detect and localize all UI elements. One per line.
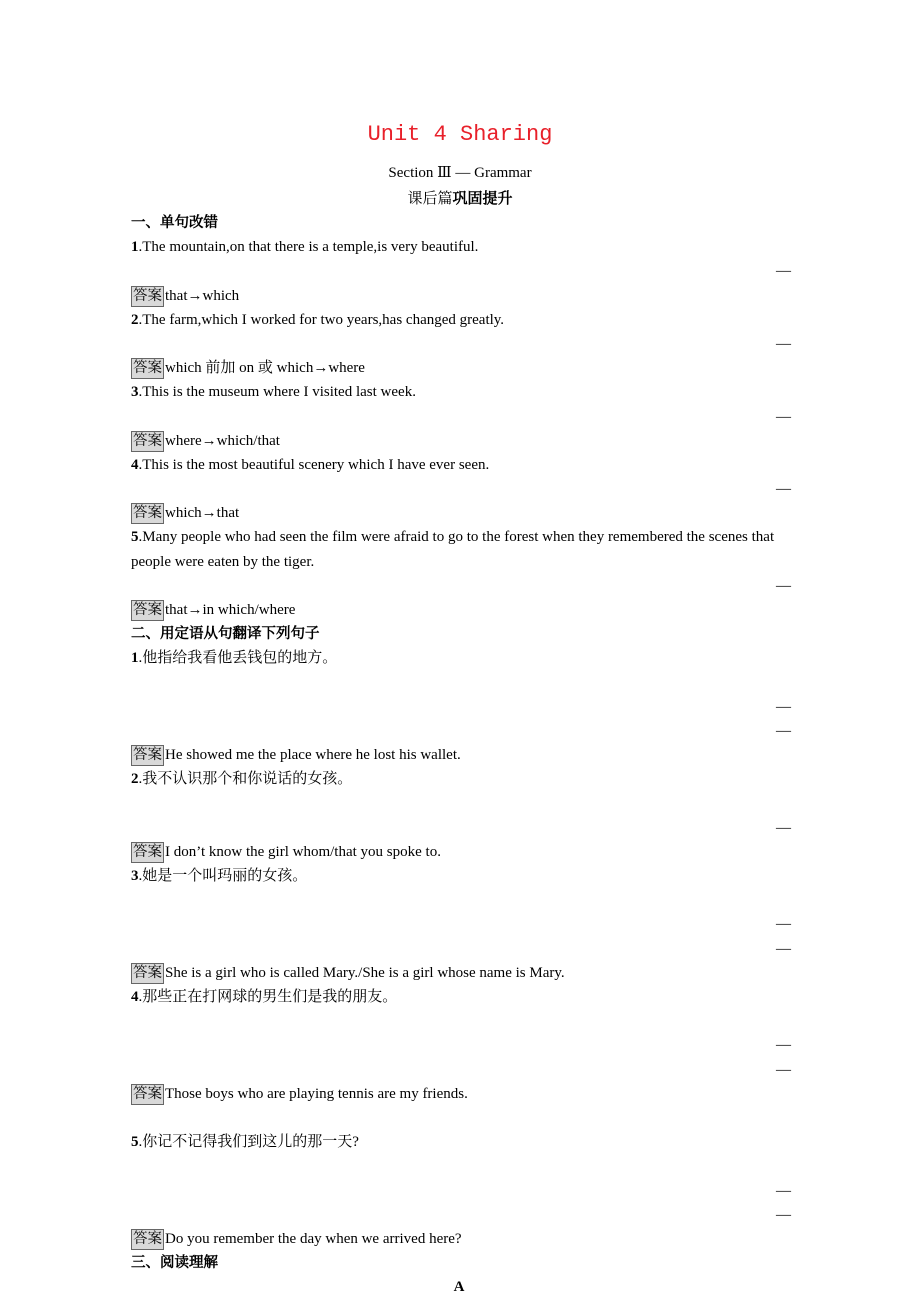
answer-blank: [131, 1009, 787, 1033]
answer-blank: [131, 1203, 791, 1227]
question-number: 1: [131, 650, 139, 667]
answer-text: which→that: [165, 505, 240, 522]
translation-4: [131, 985, 787, 1009]
answer-label[interactable]: 答案: [131, 358, 164, 379]
question-text: .你记不记得我们到这儿的那一天?: [138, 1134, 359, 1151]
answer-blank: [131, 671, 787, 695]
question-4: [131, 453, 787, 477]
answer-blank: [131, 259, 791, 283]
answer-text: that→which: [165, 287, 240, 304]
subtitle-bold: 巩固提升: [452, 189, 513, 207]
question-number: 4: [131, 989, 139, 1006]
question-text: .那些正在打网球的男生们是我的朋友。: [138, 989, 398, 1006]
answer-blank: [131, 1179, 791, 1203]
passage-letter: A: [453, 1279, 465, 1296]
answer-text: Those boys who are playing tennis are my friends.: [165, 1085, 468, 1102]
answer-blank: [131, 1033, 791, 1057]
answer-line: [131, 1227, 787, 1251]
blank-dash: —: [776, 1037, 791, 1054]
section-subtitle: Section Ⅲ — Grammar: [388, 165, 532, 181]
subtitle-prefix: 课后篇: [407, 191, 453, 207]
answer-blank: [131, 574, 791, 598]
answer-text: She is a girl who is called Mary./She is a girl whose name is Mary.: [165, 964, 565, 981]
answer-blank: [131, 1154, 787, 1178]
blank-dash: —: [776, 1182, 791, 1199]
answer-blank: [131, 816, 791, 840]
answer-line: [131, 501, 787, 525]
answer-blank: [131, 937, 791, 961]
question-5: [131, 525, 787, 573]
part3-heading: 三、阅读理解: [131, 1255, 218, 1272]
question-text: .This is the most beautiful scenery which I have ever seen.: [138, 456, 490, 473]
blank-dash: —: [776, 577, 791, 594]
answer-label[interactable]: 答案: [131, 842, 164, 863]
blank-dash: —: [776, 722, 791, 739]
question-text: .The mountain,on that there is a temple,is very beautiful.: [138, 239, 479, 256]
answer-label[interactable]: 答案: [131, 1084, 164, 1105]
answer-blank: [131, 477, 791, 501]
question-number: 2: [131, 311, 139, 328]
question-2: [131, 308, 787, 332]
answer-text: where→which/that: [165, 432, 280, 449]
answer-line: [131, 961, 787, 985]
answer-line: [131, 1082, 787, 1106]
part2-heading: 二、用定语从句翻译下列句子: [131, 626, 320, 643]
answer-text: I don’t know the girl whom/that you spoke to.: [165, 843, 441, 860]
answer-label[interactable]: 答案: [131, 286, 164, 307]
blank-dash: —: [776, 335, 791, 352]
translation-1: [131, 646, 787, 670]
translation-5: [131, 1130, 787, 1154]
answer-label[interactable]: 答案: [131, 1229, 164, 1250]
blank-dash: —: [776, 1061, 791, 1078]
answer-text: He showed me the place where he lost his wallet.: [165, 747, 461, 764]
translation-3: [131, 864, 787, 888]
spacer: [131, 1106, 787, 1130]
answer-blank: [131, 792, 787, 816]
answer-label[interactable]: 答案: [131, 431, 164, 452]
blank-dash: —: [776, 408, 791, 425]
answer-blank: [131, 1058, 791, 1082]
answer-line: [131, 598, 787, 622]
question-number: 3: [131, 868, 139, 885]
answer-line: [131, 284, 787, 308]
question-text: .我不认识那个和你说话的女孩。: [138, 771, 353, 788]
question-number: 5: [131, 529, 139, 546]
answer-line: [131, 840, 787, 864]
blank-dash: —: [776, 481, 791, 498]
answer-label[interactable]: 答案: [131, 745, 164, 766]
question-text: .Many people who had seen the film were afraid to go to the forest when they remembered the scenes that people were eaten by the tiger.: [131, 529, 775, 570]
question-number: 2: [131, 771, 139, 788]
translation-2: [131, 767, 787, 791]
section-subtitle-2: [0, 187, 920, 208]
question-text: .The farm,which I worked for two years,has changed greatly.: [138, 311, 505, 328]
blank-dash: —: [776, 940, 791, 957]
blank-dash: —: [776, 1206, 791, 1223]
answer-blank: [131, 912, 791, 936]
answer-blank: [131, 405, 791, 429]
answer-line: [131, 429, 787, 453]
answer-text: Do you remember the day when we arrived here?: [165, 1230, 462, 1247]
question-1: [131, 235, 787, 259]
worksheet-content: [131, 211, 791, 1299]
answer-text: that→in which/where: [165, 602, 296, 619]
question-number: 4: [131, 456, 139, 473]
answer-line: [131, 743, 787, 767]
question-3: [131, 380, 787, 404]
answer-blank: [131, 332, 791, 356]
part1-heading: 一、单句改错: [131, 215, 218, 231]
question-number: 5: [131, 1134, 139, 1151]
question-text: .他指给我看他丢钱包的地方。: [138, 650, 338, 667]
blank-dash: —: [776, 819, 791, 836]
question-number: 1: [131, 239, 139, 256]
page-title: Unit 4 Sharing: [367, 122, 553, 147]
answer-blank: [131, 888, 787, 912]
question-number: 3: [131, 384, 139, 401]
blank-dash: —: [776, 698, 791, 715]
blank-dash: —: [776, 263, 791, 280]
answer-text: which 前加 on 或 which→where: [165, 360, 365, 377]
answer-line: [131, 356, 787, 380]
blank-dash: —: [776, 916, 791, 933]
answer-blank: [131, 695, 791, 719]
answer-label[interactable]: 答案: [131, 503, 164, 524]
answer-blank: [131, 719, 791, 743]
answer-label[interactable]: 答案: [131, 600, 164, 621]
answer-label[interactable]: 答案: [131, 963, 164, 984]
question-text: .This is the museum where I visited last week.: [138, 384, 416, 401]
question-text: .她是一个叫玛丽的女孩。: [138, 868, 308, 885]
